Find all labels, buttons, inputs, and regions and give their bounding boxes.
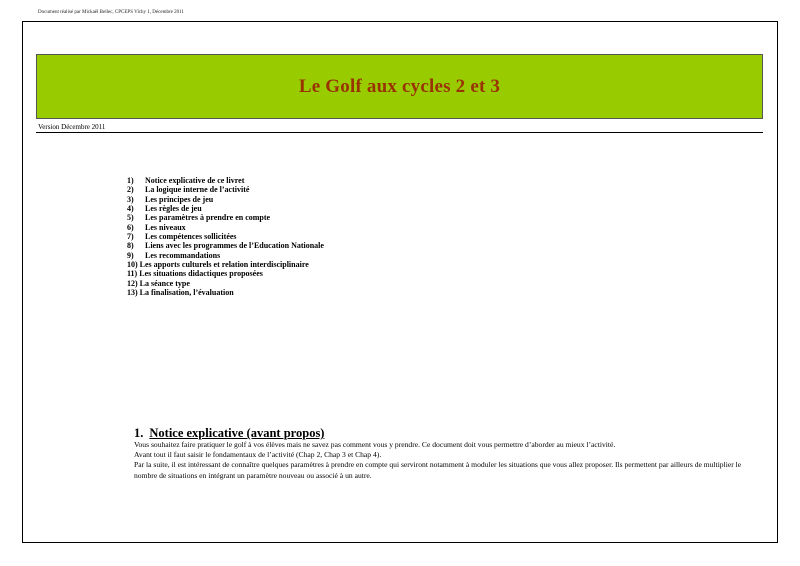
table-of-contents: [127, 176, 324, 297]
title-banner: [36, 54, 763, 119]
toc-item-number: 10): [127, 260, 138, 270]
toc-item: [127, 204, 324, 213]
toc-item-label: La finalisation, l’évaluation: [139, 288, 234, 298]
header-note: Document réalisé par Mickaël Bellec, CPCEPS Vichy 1, Décembre 2011: [38, 10, 184, 15]
toc-item: [127, 269, 324, 278]
toc-item-label: Les niveaux: [145, 222, 186, 232]
toc-item-number: 13): [127, 288, 138, 298]
toc-item: [127, 232, 324, 241]
toc-item-label: Les situations didactiques proposées: [139, 269, 263, 279]
toc-item-label: Les règles de jeu: [145, 204, 202, 214]
section-heading: [134, 426, 754, 440]
toc-item-number: 3): [127, 194, 134, 204]
toc-item-label: Les principes de jeu: [145, 194, 214, 204]
toc-item: [127, 213, 324, 222]
toc-item-label: Les paramètres à prendre en compte: [145, 213, 271, 223]
section-number: 1.: [134, 426, 144, 440]
toc-item-number: 11): [127, 269, 138, 279]
toc-item: [127, 195, 324, 204]
toc-item-label: La séance type: [139, 278, 190, 288]
toc-item: [127, 251, 324, 260]
toc-item-number: 6): [127, 222, 134, 232]
toc-item: [127, 279, 324, 288]
toc-item-label: La logique interne de l’activité: [145, 185, 250, 195]
toc-item: [127, 185, 324, 194]
toc-item-label: Les apports culturels et relation interdisciplinaire: [139, 260, 309, 270]
section-paragraph: Par la suite, il est intéressant de connaître quelques paramètres à prendre en compte qui serviront notamment à moduler les situations que vous allez proposer. Ils permettent par ailleurs de multiplier le nombre de situations en intégrant un paramètre nouveau ou associé à un autre.: [134, 460, 742, 480]
toc-item-number: 12): [127, 278, 138, 288]
toc-item-label: Les recommandations: [145, 250, 221, 260]
toc-item: [127, 260, 324, 269]
toc-item: [127, 288, 324, 297]
toc-item: [127, 241, 324, 250]
section-notice: [134, 426, 754, 481]
toc-item-label: Liens avec les programmes de l’Education Nationale: [145, 241, 324, 251]
toc-item-number: 9): [127, 250, 134, 260]
toc-item-number: 1): [127, 176, 134, 185]
toc-item: [127, 176, 324, 185]
toc-item-number: 2): [127, 185, 134, 195]
toc-item-number: 7): [127, 232, 134, 242]
toc-item-number: 4): [127, 204, 134, 214]
version-label: Version Décembre 2011: [38, 123, 106, 131]
section-title: Notice explicative (avant propos): [149, 426, 325, 440]
document-title: Le Golf aux cycles 2 et 3: [298, 75, 501, 97]
toc-item: [127, 223, 324, 232]
toc-item-number: 8): [127, 241, 134, 251]
version-divider: [36, 132, 763, 133]
toc-item-label: Les compétences sollicitées: [145, 232, 237, 242]
section-paragraph: Avant tout il faut saisir le fondamentaux de l’activité (Chap 2, Chap 3 et Chap 4).: [134, 450, 382, 460]
section-paragraph: Vous souhaitez faire pratiquer le golf à vos élèves mais ne savez pas comment vous y prendre. Ce document doit vous permettre d’aborder au mieux l’activité.: [134, 440, 616, 449]
toc-item-number: 5): [127, 213, 134, 223]
toc-item-label: Notice explicative de ce livret: [145, 176, 245, 185]
